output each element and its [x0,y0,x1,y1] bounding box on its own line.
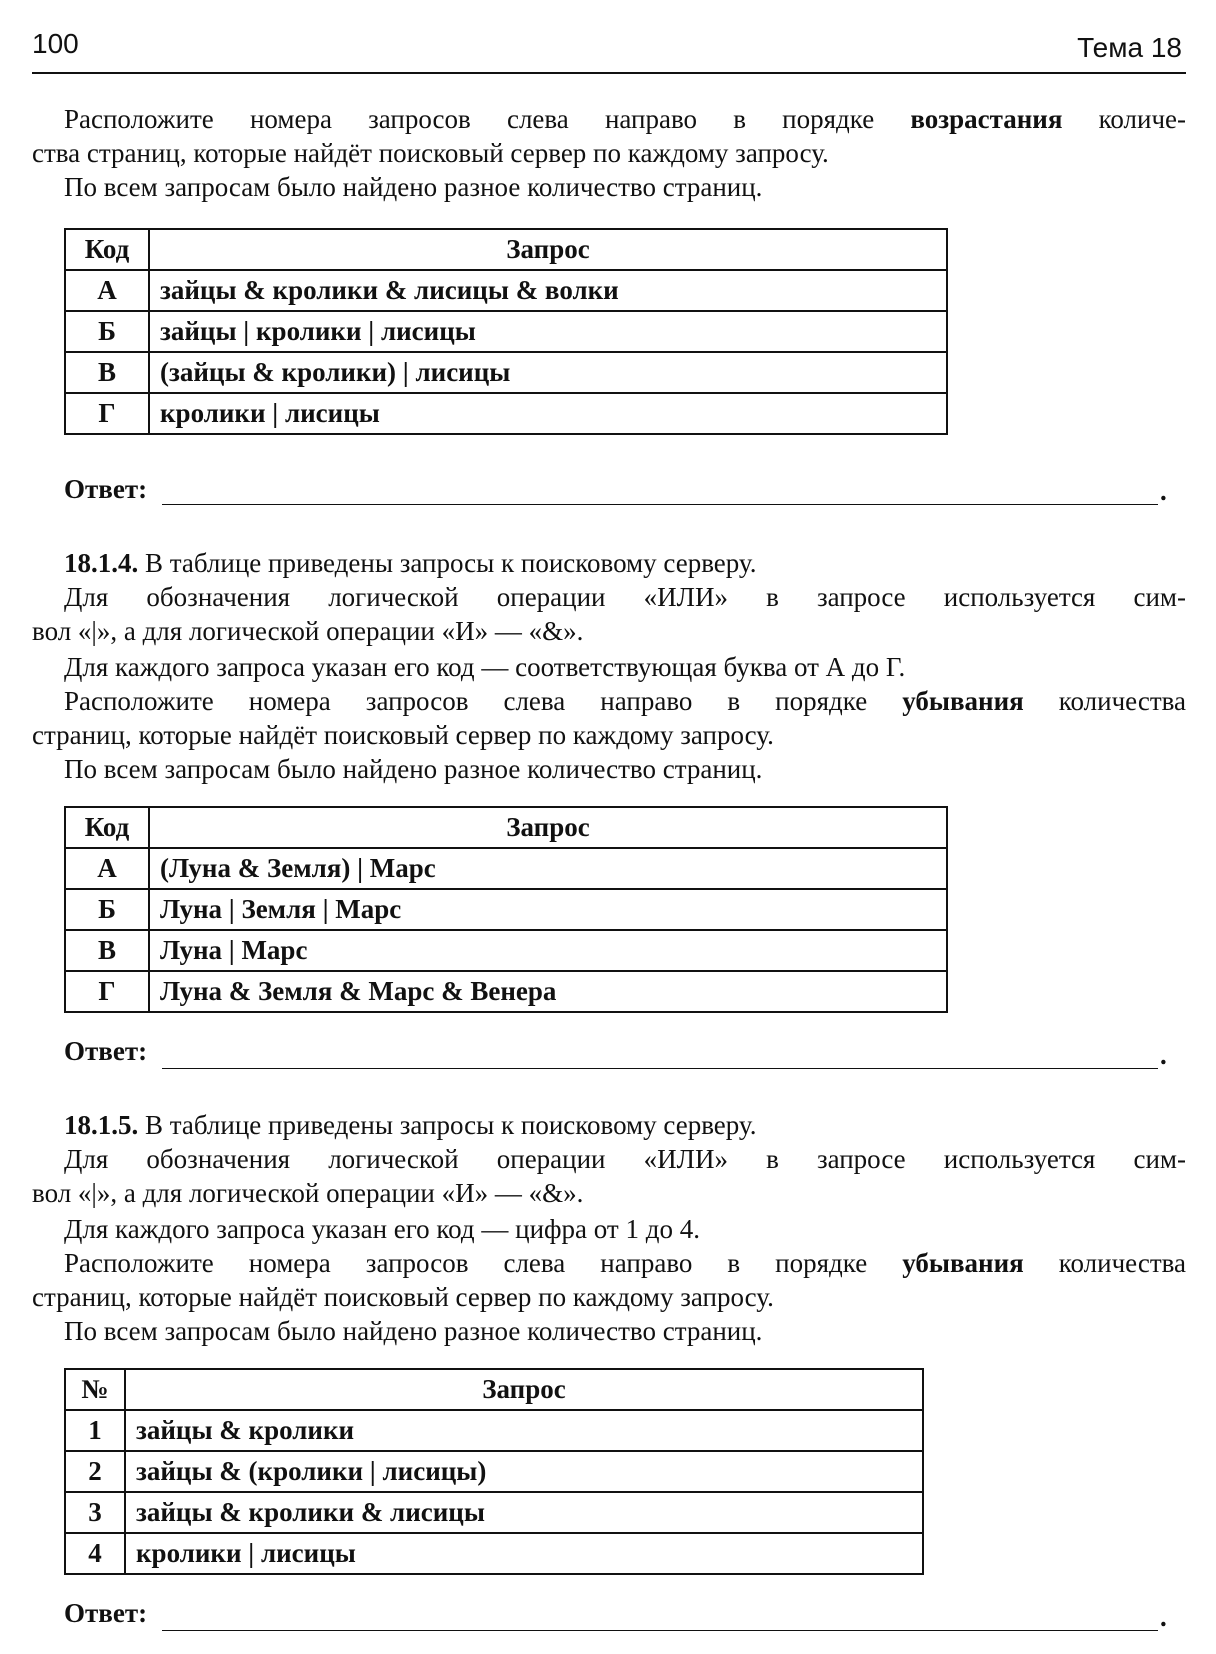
answer-field-3[interactable] [162,1630,1158,1631]
table-row [65,1410,923,1451]
task-1814-line2: Для обозначения логической операции «ИЛИ» в запросе используется сим- [64,582,1186,612]
page-number: 100 [32,28,79,59]
row-code: 3 [65,1492,125,1533]
answer-label-2: Ответ: [64,1036,148,1066]
task-1814-line6: страниц, которые найдёт поисковый сервер по каждому запросу. [32,720,774,750]
table-row [65,1451,923,1492]
table-row [65,270,947,311]
task-number: 18.1.5. [64,1110,139,1140]
row-query: (зайцы & кролики) | лисицы [149,352,947,393]
task-1815-line7: По всем запросам было найдено разное количество страниц. [64,1316,763,1346]
row-query: кролики | лисицы [125,1533,923,1574]
answer-label-1: Ответ: [64,474,148,504]
answer-label-3: Ответ: [64,1598,148,1628]
row-query: кролики | лисицы [149,393,947,434]
query-table-3 [64,1368,924,1575]
table-header-row [65,229,947,270]
table-row [65,1533,923,1574]
row-query: зайцы | кролики | лисицы [149,311,947,352]
task-1815-line3: вол «|», а для логической операции «И» — «&». [32,1178,584,1208]
query-table-2 [64,806,948,1013]
answer-end-2: . [1160,1040,1167,1070]
task-1815-line5: Расположите номера запросов слева направо в порядке убывания количества [64,1248,1186,1278]
answer-end-3: . [1160,1602,1167,1632]
answer-field-2[interactable] [162,1068,1158,1069]
row-code: Г [65,393,149,434]
task-1814-line3: вол «|», а для логической операции «И» — «&». [32,616,584,646]
row-query: (Луна & Земля) | Марс [149,848,947,889]
block1-line1: Расположите номера запросов слева направо в порядке возрастания количе- [64,104,1187,134]
row-code: 1 [65,1410,125,1451]
row-code: А [65,270,149,311]
task-1815-line6: страниц, которые найдёт поисковый сервер по каждому запросу. [32,1282,774,1312]
row-code: В [65,352,149,393]
answer-end-1: . [1160,476,1167,506]
task-1814-line4: Для каждого запроса указан его код — соответствующая буква от А до Г. [64,652,906,682]
col-code-header: № [65,1369,125,1410]
row-code: А [65,848,149,889]
task-1814-line5: Расположите номера запросов слева направо в порядке убывания количества [64,686,1186,716]
task-1815-title: 18.1.5. В таблице приведены запросы к поисковому серверу. [64,1110,757,1140]
block1-line2: ства страниц, которые найдёт поисковый сервер по каждому запросу. [32,138,829,168]
row-code: В [65,930,149,971]
table-row [65,889,947,930]
table-row [65,311,947,352]
table-row [65,393,947,434]
row-code: Б [65,311,149,352]
task-1814-title: 18.1.4. В таблице приведены запросы к поисковому серверу. [64,548,757,578]
col-code-header: Код [65,229,149,270]
row-code: 2 [65,1451,125,1492]
table-row [65,352,947,393]
row-query: Луна & Земля & Марс & Венера [149,971,947,1012]
answer-field-1[interactable] [162,504,1158,505]
table-row [65,930,947,971]
row-code: 4 [65,1533,125,1574]
col-code-header: Код [65,807,149,848]
row-query: Луна | Земля | Марс [149,889,947,930]
task-number: 18.1.4. [64,548,139,578]
col-query-header: Запрос [149,229,947,270]
row-code: Г [65,971,149,1012]
table-row [65,971,947,1012]
row-query: зайцы & кролики & лисицы & волки [149,270,947,311]
task-1815-line2: Для обозначения логической операции «ИЛИ» в запросе используется сим- [64,1144,1186,1174]
task-1814-line7: По всем запросам было найдено разное количество страниц. [64,754,763,784]
query-table-1 [64,228,948,435]
task-1815-line4: Для каждого запроса указан его код — цифра от 1 до 4. [64,1214,700,1244]
table-row [65,1492,923,1533]
table-row [65,848,947,889]
col-query-header: Запрос [125,1369,923,1410]
row-query: Луна | Марс [149,930,947,971]
topic-title: Тема 18 [1077,32,1182,63]
table-header-row [65,1369,923,1410]
row-query: зайцы & (кролики | лисицы) [125,1451,923,1492]
row-query: зайцы & кролики & лисицы [125,1492,923,1533]
row-code: Б [65,889,149,930]
row-query: зайцы & кролики [125,1410,923,1451]
page-header [32,28,1186,74]
col-query-header: Запрос [149,807,947,848]
block1-line3: По всем запросам было найдено разное количество страниц. [64,172,763,202]
table-header-row [65,807,947,848]
